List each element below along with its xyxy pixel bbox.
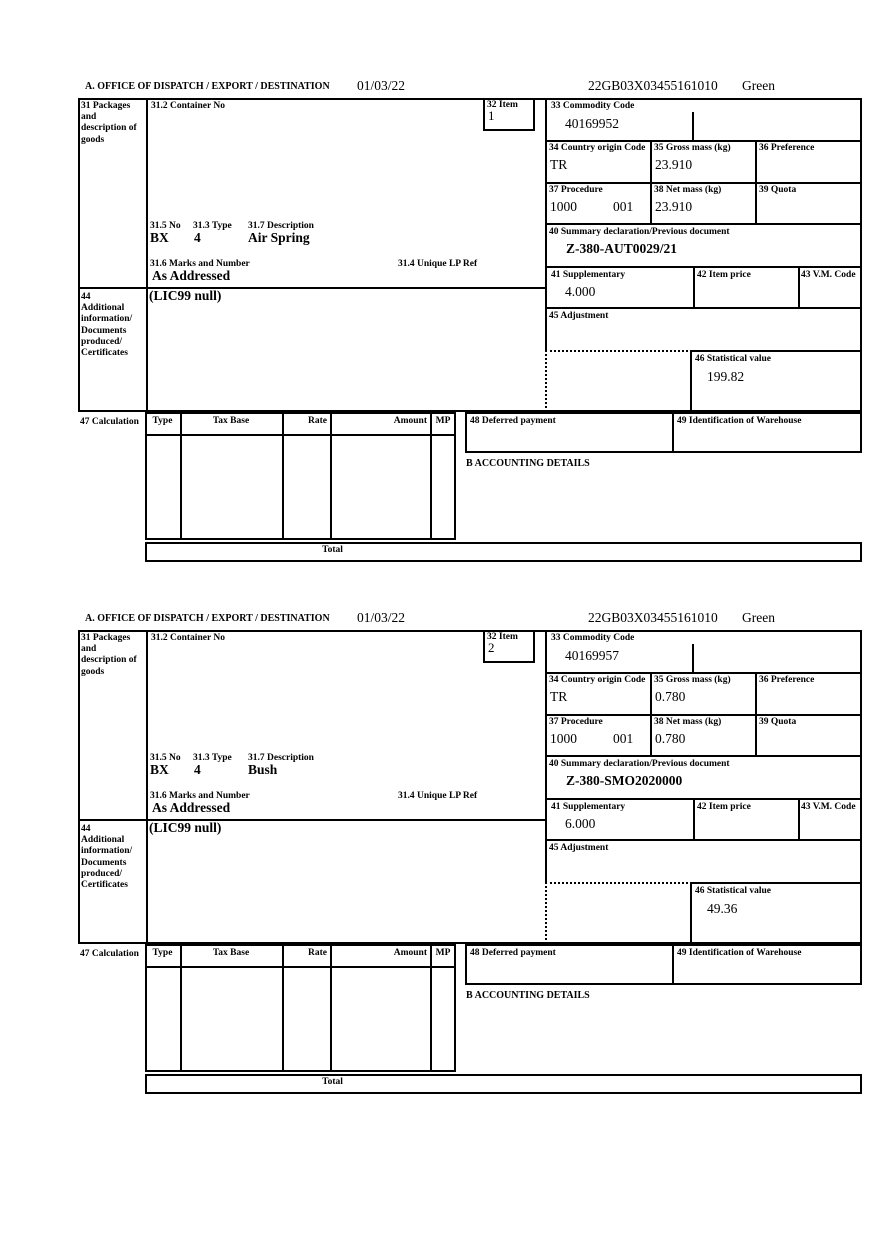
- commodity-code-value: 40169952: [565, 116, 619, 131]
- commodity-code-value: 40169957: [565, 648, 619, 663]
- box45-label: 45 Adjustment: [549, 843, 609, 853]
- box31-7-label: 31.7 Description: [248, 753, 314, 763]
- box43-label: 43 V.M. Code: [801, 802, 856, 812]
- box31-2-label: 31.2 Container No: [151, 633, 225, 643]
- item-number-box-border: [533, 630, 535, 663]
- packages-no-value: BX: [150, 230, 169, 245]
- box31-5-label: 31.5 No: [150, 221, 181, 231]
- table-header-rate: Rate: [308, 416, 327, 426]
- marks-and-number-value: As Addressed: [152, 800, 231, 815]
- box31-3-label: 31.3 Type: [193, 221, 232, 231]
- table-column-divider: [282, 944, 284, 1072]
- net-mass-value: 23.910: [655, 199, 693, 214]
- box41-label: 41 Supplementary: [551, 270, 626, 280]
- packages-type-value: 4: [194, 762, 201, 777]
- box36-label: 36 Preference: [759, 675, 815, 685]
- divider-line: [755, 140, 757, 223]
- table-header-tax-base: Tax Base: [212, 416, 250, 426]
- dotted-divider: [545, 350, 547, 412]
- box47-label: 47 Calculation: [80, 949, 139, 959]
- box40-label: 40 Summary declaration/Previous document: [549, 227, 730, 237]
- box35-label: 35 Gross mass (kg): [654, 675, 731, 685]
- box44-label: 44 Additional information/ Documents produced/ Certificates: [81, 292, 133, 359]
- summary-declaration-value: Z-380-AUT0029/21: [566, 241, 677, 256]
- box37-label: 37 Procedure: [549, 185, 603, 195]
- box31-6-label: 31.6 Marks and Number: [150, 259, 250, 269]
- additional-information-value: (LIC99 null): [149, 820, 222, 835]
- dotted-divider: [545, 350, 692, 352]
- box39-label: 39 Quota: [759, 717, 797, 727]
- divider-line: [545, 714, 862, 716]
- box36-label: 36 Preference: [759, 143, 815, 153]
- divider-line: [146, 98, 148, 412]
- routing-indicator: Green: [742, 78, 775, 93]
- procedure-extra-value: 001: [613, 199, 634, 214]
- box31-4-label: 31.4 Unique LP Ref: [398, 791, 478, 801]
- divider-line: [650, 672, 652, 755]
- statistical-value: 199.82: [707, 369, 745, 384]
- office-of-dispatch-label: A. OFFICE OF DISPATCH / EXPORT / DESTINATION: [85, 613, 330, 624]
- divider-line: [545, 839, 862, 841]
- procedure-value: 1000: [550, 731, 577, 746]
- summary-declaration-value: Z-380-SMO2020000: [566, 773, 683, 788]
- box44-label: 44 Additional information/ Documents produced/ Certificates: [81, 824, 133, 891]
- box37-label: 37 Procedure: [549, 717, 603, 727]
- declaration-date: 01/03/22: [357, 610, 406, 625]
- procedure-value: 1000: [550, 199, 577, 214]
- box31-label: 31 Packages and description of goods: [81, 101, 137, 145]
- divider-line: [545, 672, 862, 674]
- divider-line: [545, 266, 862, 268]
- commodity-code-subdivider: [692, 112, 694, 140]
- accounting-details-label: B ACCOUNTING DETAILS: [466, 458, 590, 469]
- item-number-box-border: [483, 661, 535, 663]
- box32-label: 32 Item: [487, 632, 518, 642]
- declaration-reference: 22GB03X03455161010: [588, 610, 718, 625]
- divider-line: [798, 798, 800, 839]
- table-header-mp: MP: [435, 416, 451, 426]
- calculation-table: [145, 944, 456, 1072]
- item-number-box-border: [483, 630, 485, 663]
- table-column-divider: [430, 944, 432, 1072]
- divider-line: [146, 630, 148, 944]
- divider-line: [693, 266, 695, 307]
- divider-line: [798, 266, 800, 307]
- divider-line: [650, 140, 652, 223]
- table-header-amount: Amount: [393, 416, 427, 426]
- box43-label: 43 V.M. Code: [801, 270, 856, 280]
- table-header-mp: MP: [435, 948, 451, 958]
- declaration-reference: 22GB03X03455161010: [588, 78, 718, 93]
- box31-4-label: 31.4 Unique LP Ref: [398, 259, 478, 269]
- country-origin-value: TR: [550, 689, 568, 704]
- supplementary-value: 4.000: [565, 284, 596, 299]
- table-header-amount: Amount: [393, 948, 427, 958]
- country-origin-value: TR: [550, 157, 568, 172]
- accounting-details-label: B ACCOUNTING DETAILS: [466, 990, 590, 1001]
- table-column-divider: [430, 412, 432, 540]
- declaration-item-section-1: [0, 0, 882, 555]
- box48-label: 48 Deferred payment: [470, 416, 556, 426]
- divider-line: [755, 672, 757, 755]
- box34-label: 34 Country origin Code: [549, 143, 646, 153]
- box48-label: 48 Deferred payment: [470, 948, 556, 958]
- box38-label: 38 Net mass (kg): [654, 717, 722, 727]
- box33-label: 33 Commodity Code: [551, 101, 635, 111]
- box31-3-label: 31.3 Type: [193, 753, 232, 763]
- table-header-type: Type: [152, 948, 173, 958]
- box31-5-label: 31.5 No: [150, 753, 181, 763]
- divider-line: [545, 755, 862, 757]
- divider-line: [545, 798, 862, 800]
- divider-line: [545, 223, 862, 225]
- marks-and-number-value: As Addressed: [152, 268, 231, 283]
- routing-indicator: Green: [742, 610, 775, 625]
- net-mass-value: 0.780: [655, 731, 686, 746]
- box31-label: 31 Packages and description of goods: [81, 633, 137, 677]
- item-number-box-border: [483, 98, 485, 131]
- table-header-underline: [145, 434, 456, 436]
- box49-label: 49 Identification of Warehouse: [677, 416, 802, 426]
- box31-6-label: 31.6 Marks and Number: [150, 791, 250, 801]
- box31-2-label: 31.2 Container No: [151, 101, 225, 111]
- table-column-divider: [180, 944, 182, 1072]
- box32-label: 32 Item: [487, 100, 518, 110]
- divider-line: [545, 140, 862, 142]
- table-column-divider: [330, 412, 332, 540]
- packages-type-value: 4: [194, 230, 201, 245]
- table-header-rate: Rate: [308, 948, 327, 958]
- box33-label: 33 Commodity Code: [551, 633, 635, 643]
- box31-7-label: 31.7 Description: [248, 221, 314, 231]
- item-number-value: 1: [488, 108, 495, 123]
- box49-label: 49 Identification of Warehouse: [677, 948, 802, 958]
- total-label: Total: [322, 1077, 343, 1087]
- supplementary-value: 6.000: [565, 816, 596, 831]
- box42-label: 42 Item price: [697, 802, 751, 812]
- box38-label: 38 Net mass (kg): [654, 185, 722, 195]
- table-column-divider: [282, 412, 284, 540]
- box46-label: 46 Statistical value: [695, 886, 771, 896]
- item-number-box-border: [533, 98, 535, 131]
- procedure-extra-value: 001: [613, 731, 634, 746]
- divider-line: [545, 182, 862, 184]
- divider-line: [545, 307, 862, 309]
- table-column-divider: [330, 944, 332, 1072]
- additional-information-value: (LIC99 null): [149, 288, 222, 303]
- table-header-tax-base: Tax Base: [212, 948, 250, 958]
- box47-label: 47 Calculation: [80, 417, 139, 427]
- table-header-underline: [145, 966, 456, 968]
- calculation-table: [145, 412, 456, 540]
- box41-label: 41 Supplementary: [551, 802, 626, 812]
- box35-label: 35 Gross mass (kg): [654, 143, 731, 153]
- box34-label: 34 Country origin Code: [549, 675, 646, 685]
- box45-label: 45 Adjustment: [549, 311, 609, 321]
- item-number-value: 2: [488, 640, 495, 655]
- goods-description-value: Bush: [248, 762, 278, 777]
- goods-description-value: Air Spring: [248, 230, 310, 245]
- statistical-value: 49.36: [707, 901, 738, 916]
- gross-mass-value: 0.780: [655, 689, 686, 704]
- dotted-divider: [545, 882, 692, 884]
- total-label: Total: [322, 545, 343, 555]
- declaration-item-section-2: [0, 532, 882, 1087]
- box46-label: 46 Statistical value: [695, 354, 771, 364]
- item-number-box-border: [483, 129, 535, 131]
- box40-label: 40 Summary declaration/Previous document: [549, 759, 730, 769]
- divider-line: [693, 798, 695, 839]
- commodity-code-subdivider: [692, 644, 694, 672]
- box39-label: 39 Quota: [759, 185, 797, 195]
- table-column-divider: [180, 412, 182, 540]
- gross-mass-value: 23.910: [655, 157, 693, 172]
- box42-label: 42 Item price: [697, 270, 751, 280]
- office-of-dispatch-label: A. OFFICE OF DISPATCH / EXPORT / DESTINATION: [85, 81, 330, 92]
- dotted-divider: [545, 882, 547, 944]
- table-header-type: Type: [152, 416, 173, 426]
- packages-no-value: BX: [150, 762, 169, 777]
- declaration-date: 01/03/22: [357, 78, 406, 93]
